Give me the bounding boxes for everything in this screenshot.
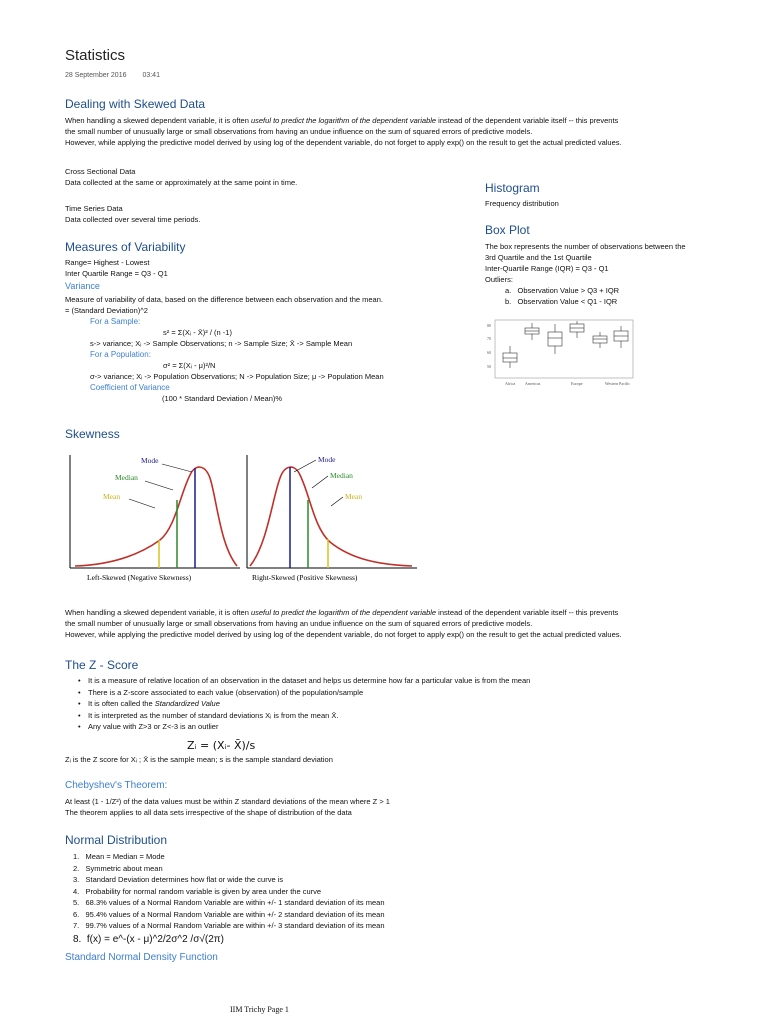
sample-formula: s² = Σ(Xᵢ - X̄)² / (n -1) bbox=[163, 328, 232, 337]
page-date bbox=[65, 72, 174, 79]
right-mean-label: Mean bbox=[345, 492, 363, 501]
zscore-formula: Zᵢ = (Xᵢ- X̄)/s bbox=[187, 739, 256, 752]
outlier-a-text: Observation Value > Q3 + IQR bbox=[517, 286, 620, 295]
timeseries-title: Time Series Data bbox=[65, 204, 123, 213]
right-skew-curve bbox=[250, 467, 412, 566]
box-africa bbox=[503, 353, 517, 362]
normal-item: 6. 95.4% values of a Normal Random Variable are within +/- 2 standard deviation of its mean bbox=[73, 909, 385, 919]
pop-desc: σ-> variance; Xᵢ -> Population Observations; N -> Population Size; μ -> Population Mean bbox=[90, 372, 384, 381]
skewed2-line2: the small number of unusually large or small observations from having an undue influence on the sum of squared errors of predictive models. bbox=[65, 619, 533, 628]
left-skew-figure bbox=[65, 450, 245, 590]
normal-item: 1. Mean = Median = Mode bbox=[73, 852, 165, 861]
iqr-text: Inter Quartile Range = Q3 - Q1 bbox=[65, 269, 168, 278]
left-caption: Left-Skewed (Negative Skewness) bbox=[87, 573, 192, 582]
right-skew-figure bbox=[242, 450, 422, 590]
chebyshev-heading: Chebyshev's Theorem: bbox=[65, 780, 168, 791]
boxplot-heading: Box Plot bbox=[485, 223, 530, 237]
skewed-line2: the small number of unusually large or small observations from having an undue influence on the sum of squared errors of predictive models. bbox=[65, 127, 533, 136]
boxplot-iqr: Inter-Quartile Range (IQR) = Q3 - Q1 bbox=[485, 264, 609, 273]
outlier-a: a. Observation Value > Q3 + IQR bbox=[505, 286, 620, 295]
cv-formula: (100 * Standard Deviation / Mean)% bbox=[162, 394, 283, 403]
histogram-heading: Histogram bbox=[485, 181, 540, 195]
zscore-desc: Zᵢ is the Z score for Xᵢ ; X̄ is the sample mean; s is the sample standard deviation bbox=[65, 755, 333, 764]
histogram-desc: Frequency distribution bbox=[485, 199, 559, 208]
right-median-label: Median bbox=[330, 471, 353, 480]
boxplot-xlabel-europe: Europe bbox=[571, 381, 583, 386]
left-median-pointer bbox=[145, 481, 173, 490]
boxplot-xlabel-americas: Americas bbox=[525, 381, 541, 386]
normal-item: 8. f(x) = e^-(x - μ)^2/2σ^2 /σ√(2π) bbox=[73, 933, 224, 945]
box-group3 bbox=[548, 332, 562, 346]
normal-item-text: Standard Deviation determines how flat or wide the curve is bbox=[85, 875, 284, 884]
right-mean-pointer bbox=[331, 497, 343, 506]
pop-formula: σ² = Σ(Xᵢ - μ)²/N bbox=[163, 361, 216, 370]
normal-item: 4. Probability for normal random variable is given by area under the curve bbox=[73, 886, 322, 896]
left-mean-pointer bbox=[129, 499, 155, 508]
zscore-bullet: • It is interpreted as the number of standard deviations Xᵢ is from the mean X̄. bbox=[88, 710, 530, 722]
cross-desc: Data collected at the same or approximately at the same point in time. bbox=[65, 178, 298, 187]
skewed2-line1-a: When handling a skewed dependent variable, it is often bbox=[65, 608, 251, 617]
std-normal-heading: Standard Normal Density Function bbox=[65, 952, 218, 963]
page-title: Statistics bbox=[65, 47, 126, 64]
normal-item-text: 68.3% values of a Normal Random Variable are within +/- 1 standard deviation of its mean bbox=[85, 898, 385, 907]
normal-heading: Normal Distribution bbox=[65, 833, 168, 847]
variance-heading: Variance bbox=[65, 281, 100, 291]
page-footer: IIM Trichy Page 1 bbox=[230, 1005, 289, 1014]
skewed-heading: Dealing with Skewed Data bbox=[65, 97, 206, 111]
left-mean-label: Mean bbox=[103, 492, 121, 501]
chebyshev-block bbox=[65, 796, 390, 818]
normal-formula: f(x) = e^-(x - μ)^2/2σ^2 /σ√(2π) bbox=[86, 933, 224, 945]
boxplot-desc2: 3rd Quartile and the 1st Quartile bbox=[485, 253, 592, 262]
zscore-bullet: • It is a measure of relative location of an observation in the dataset and helps us determine how far a particular value is from the mean bbox=[88, 675, 530, 687]
sample-desc: s-> variance; Xᵢ -> Sample Observations; n -> Sample Size; X̄ -> Sample Mean bbox=[90, 339, 353, 348]
box-group5 bbox=[593, 336, 607, 343]
chebyshev-line2: The theorem applies to all data sets irrespective of the shape of distribution of the data bbox=[65, 808, 352, 817]
boxplot-xlabel-western-pacific: Western Pacific bbox=[605, 381, 631, 386]
normal-item-text: Symmetric about mean bbox=[85, 863, 163, 873]
normal-item-text: 95.4% values of a Normal Random Variable are within +/- 2 standard deviation of its mean bbox=[85, 909, 385, 919]
cross-sectional-block bbox=[65, 166, 297, 188]
chebyshev-line1: At least (1 - 1/Z²) of the data values must be within Z standard deviations of the mean where Z > 1 bbox=[65, 797, 390, 806]
normal-item: 3. Standard Deviation determines how flat or wide the curve is bbox=[73, 875, 284, 884]
zscore-bullet: • There is a Z-score associated to each value (observation) of the population/sample bbox=[88, 687, 530, 699]
skewed-line3: However, while applying the predictive model derived by using log of the dependent variable, do not forget to apply exp() on the result to get the actual predicted values. bbox=[65, 138, 622, 147]
boxplot-ytick-2: 60 bbox=[487, 350, 491, 355]
skewed2-line1-em: useful to predict the logarithm of the dependent variable bbox=[250, 608, 437, 617]
right-mode-label: Mode bbox=[318, 455, 336, 464]
variability-block bbox=[65, 257, 384, 404]
normal-item: 7. 99.7% values of a Normal Random Variable are within +/- 3 standard deviation of its mean bbox=[73, 921, 385, 930]
zscore-bullet-text: It is often called the bbox=[88, 699, 155, 708]
normal-item-text: 99.7% values of a Normal Random Variable are within +/- 3 standard deviation of its mean bbox=[85, 921, 385, 930]
skewed2-line3: However, while applying the predictive model derived by using log of the dependent variable, do not forget to apply exp() on the result to get the actual predicted values. bbox=[65, 630, 622, 639]
variability-heading: Measures of Variability bbox=[65, 240, 186, 254]
zscore-bullet-em: Standardized Value bbox=[154, 699, 220, 708]
variance-def: = (Standard Deviation)^2 bbox=[65, 306, 148, 315]
boxplot-block bbox=[485, 241, 686, 307]
left-mode-pointer bbox=[162, 464, 192, 472]
boxplot-outliers: Outliers: bbox=[485, 275, 513, 284]
skewed-line1-em: useful to predict the logarithm of the dependent variable bbox=[250, 116, 437, 125]
boxplot-figure bbox=[485, 318, 635, 388]
normal-item: 5. 68.3% values of a Normal Random Variable are within +/- 1 standard deviation of its mean bbox=[73, 898, 385, 907]
timeseries-desc: Data collected over several time periods. bbox=[65, 215, 201, 224]
pop-heading: For a Population: bbox=[90, 350, 151, 359]
sample-heading: For a Sample: bbox=[90, 317, 141, 326]
normal-item-text: Probability for normal random variable is given by area under the curve bbox=[85, 886, 322, 896]
time-series-block bbox=[65, 203, 200, 225]
right-mode-pointer bbox=[294, 460, 316, 472]
normal-item-text: Mean = Median = Mode bbox=[85, 852, 165, 861]
left-mode-label: Mode bbox=[141, 456, 159, 465]
boxplot-ytick-1: 70 bbox=[487, 336, 491, 341]
right-median-pointer bbox=[312, 476, 328, 488]
boxplot-desc1: The box represents the number of observations between the bbox=[485, 242, 686, 251]
zscore-bullet: • Any value with Z>3 or Z<-3 is an outlier bbox=[88, 721, 530, 733]
boxplot-xlabel-africa: Africa bbox=[505, 381, 516, 386]
skewed-paragraph-2 bbox=[65, 607, 622, 640]
normal-item: 2. Symmetric about mean bbox=[73, 863, 163, 873]
date-text: 28 September 2016 bbox=[65, 72, 127, 79]
skewed-paragraph bbox=[65, 115, 622, 148]
outlier-b-text: Observation Value < Q1 - IQR bbox=[517, 297, 618, 306]
left-skew-curve bbox=[75, 467, 237, 566]
time-text: 03:41 bbox=[142, 72, 160, 79]
boxplot-frame bbox=[495, 320, 633, 378]
zscore-list bbox=[88, 675, 530, 733]
boxplot-ytick-0: 80 bbox=[487, 323, 491, 328]
cross-title: Cross Sectional Data bbox=[65, 167, 136, 176]
normal-list bbox=[73, 851, 385, 948]
cv-heading: Coefficient of Variance bbox=[90, 383, 170, 392]
variance-desc: Measure of variability of data, based on the difference between each observation and the mean. bbox=[65, 295, 383, 304]
skewed-line1-b: instead of the dependent variable itself -- this prevents bbox=[436, 116, 619, 125]
outlier-b: b. Observation Value < Q1 - IQR bbox=[505, 297, 618, 306]
boxplot-ytick-3: 50 bbox=[487, 364, 491, 369]
zscore-bullet bbox=[88, 698, 530, 710]
skewed2-line1-b: instead of the dependent variable itself -- this prevents bbox=[436, 608, 619, 617]
zscore-heading: The Z - Score bbox=[65, 658, 139, 672]
skewness-heading: Skewness bbox=[65, 427, 120, 441]
right-caption: Right-Skewed (Positive Skewness) bbox=[252, 573, 358, 582]
range-text: Range= Highest - Lowest bbox=[65, 258, 150, 267]
left-median-label: Median bbox=[115, 473, 138, 482]
skewed-line1-a: When handling a skewed dependent variable, it is often bbox=[65, 116, 251, 125]
